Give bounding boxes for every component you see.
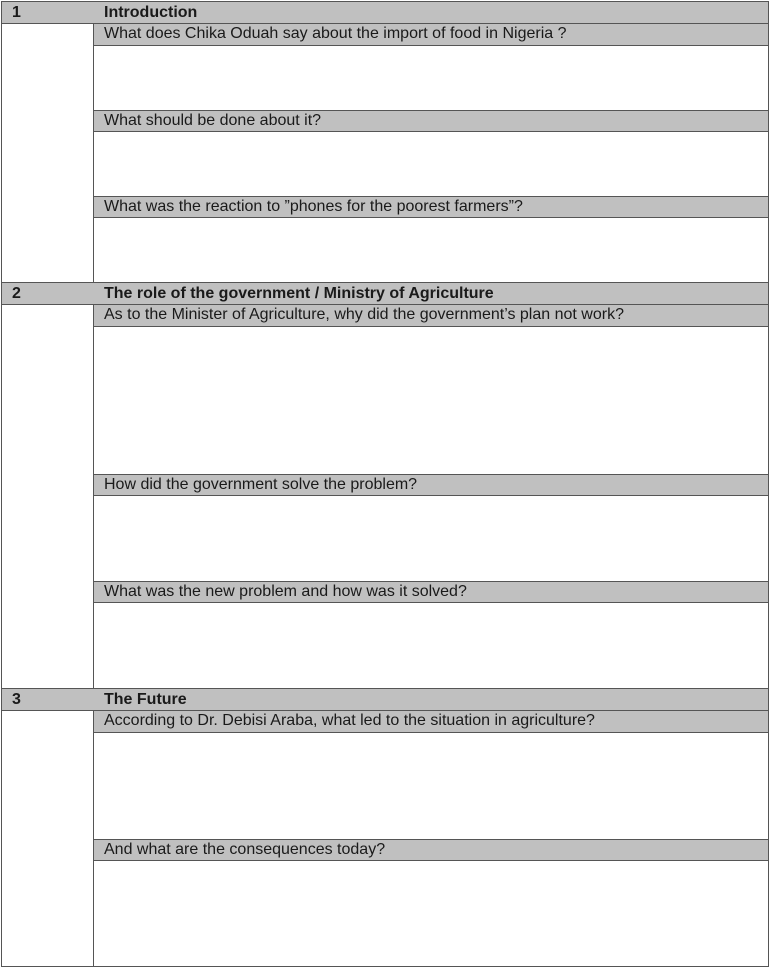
answer-field[interactable]: [94, 218, 768, 282]
answer-field[interactable]: [94, 496, 768, 581]
section-introduction: [2, 2, 768, 283]
section-number: 3: [2, 689, 94, 711]
answer-field[interactable]: [94, 132, 768, 196]
number-column: [2, 689, 94, 966]
answer-field[interactable]: [94, 861, 768, 966]
section-title: Introduction: [94, 2, 768, 24]
answer-field[interactable]: [94, 603, 768, 688]
question-label: As to the Minister of Agriculture, why did the government’s plan not work?: [94, 305, 768, 327]
answer-field[interactable]: [94, 327, 768, 474]
question-label: What was the reaction to ”phones for the poorest farmers”?: [94, 196, 768, 218]
section-government: [2, 283, 768, 689]
number-column: [2, 283, 94, 689]
section-future: [2, 689, 768, 966]
answer-field[interactable]: [94, 733, 768, 839]
question-label: And what are the consequences today?: [94, 839, 768, 861]
worksheet-table: [1, 1, 769, 967]
question-label: What does Chika Oduah say about the import of food in Nigeria ?: [94, 24, 768, 46]
number-column: [2, 2, 94, 283]
question-label: What should be done about it?: [94, 110, 768, 132]
question-label: According to Dr. Debisi Araba, what led to the situation in agriculture?: [94, 711, 768, 733]
section-title: The role of the government / Ministry of Agriculture: [94, 283, 768, 305]
question-label: What was the new problem and how was it solved?: [94, 581, 768, 603]
question-label: How did the government solve the problem?: [94, 474, 768, 496]
answer-field[interactable]: [94, 46, 768, 110]
section-number: 2: [2, 283, 94, 305]
section-title: The Future: [94, 689, 768, 711]
section-number: 1: [2, 2, 94, 24]
